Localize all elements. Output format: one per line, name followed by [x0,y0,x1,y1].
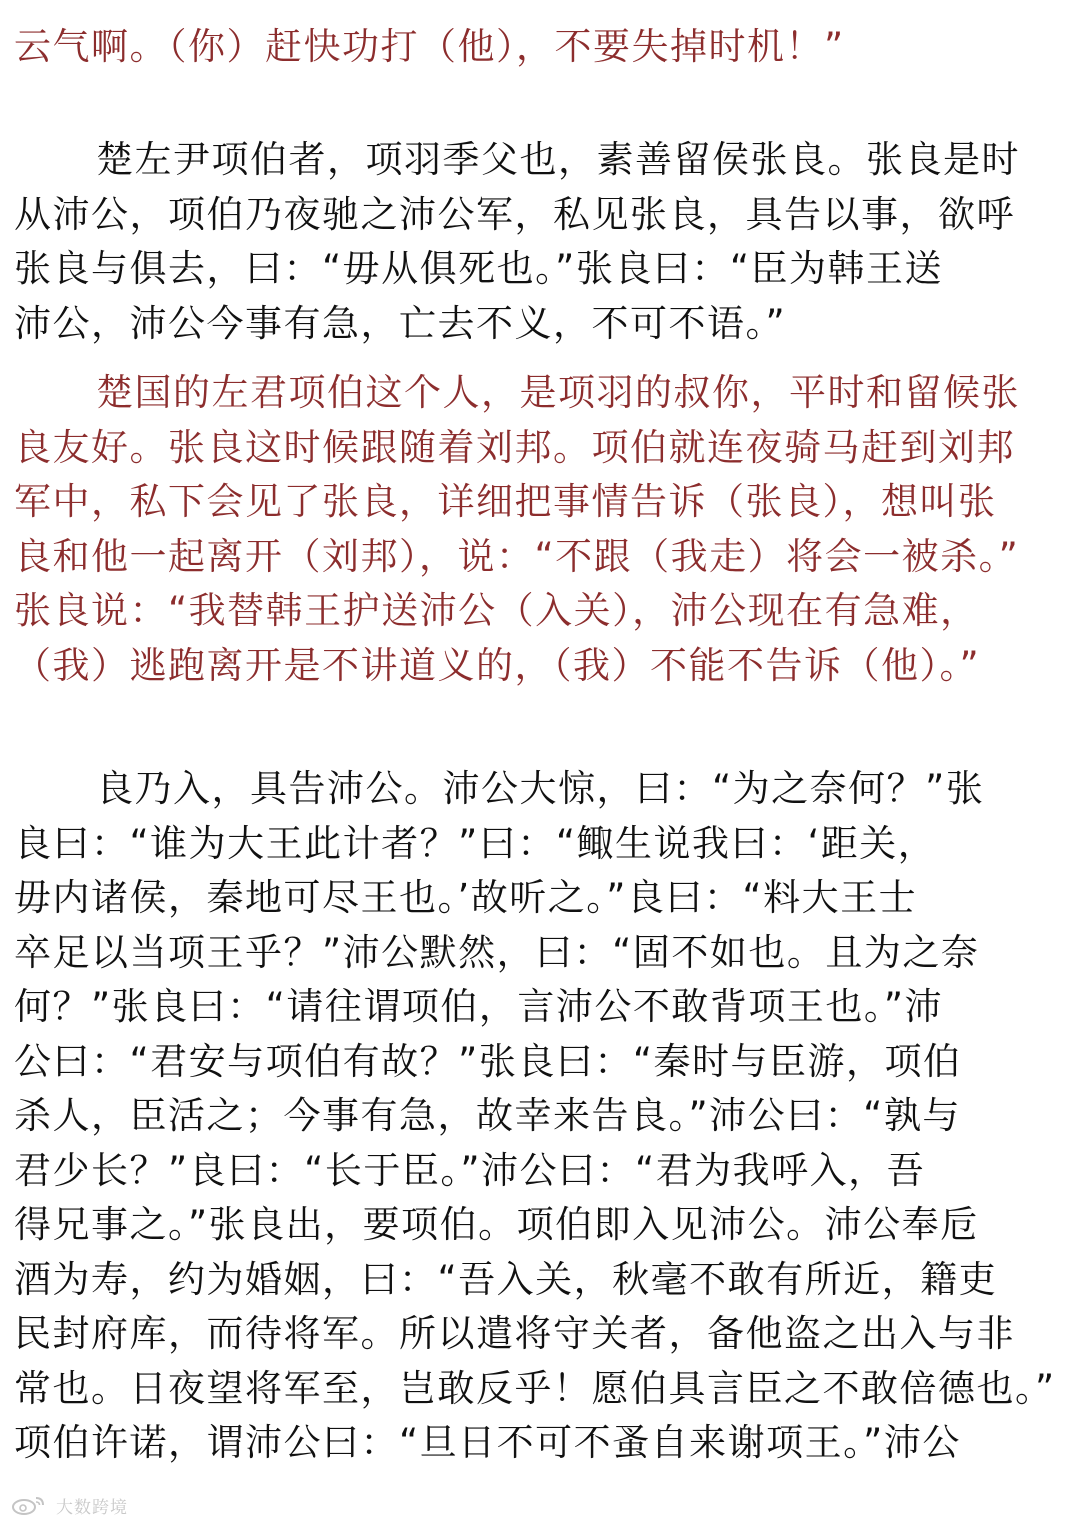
text-line: 楚国的左君项伯这个人，是项羽的叔你，平时和留候张 [96,371,1020,414]
translation-paragraph-2 [0,366,1080,693]
text-line: 良乃入，具告沛公。沛公大惊，曰：“为之奈何？”张 [96,767,985,810]
watermark-text: 大数跨境 [56,1497,128,1518]
watermark [10,1490,128,1520]
text-line: 张良与俱去，曰：“毋从俱死也。”张良曰：“臣为韩王送 [14,247,944,290]
text-line: 公曰：“君安与项伯有故？”张良曰：“秦时与臣游，项伯 [14,1039,962,1083]
original-paragraph-1 [0,133,1080,351]
text-line: 军中，私下会见了张良，详细把事情告诉（张良），想叫张 [14,480,997,523]
text-line: 常也。日夜望将军至，岂敢反乎！愿伯具言臣之不敢倍德也。” [14,1366,1056,1410]
text-line: 项伯许诺，谓沛公曰：“旦日不可不蚤自来谢项王。”沛公 [14,1421,961,1464]
text-line: 得兄事之。”张良出，要项伯。项伯即入见沛公。沛公奉卮 [14,1203,979,1246]
text-line: 卒足以当项王乎？”沛公默然，曰：“固不如也。且为之奈 [14,930,980,974]
text-line: 杀人，臣活之；今事有急，故幸来告良。”沛公曰：“孰与 [14,1094,961,1137]
text-line: （我）逃跑离开是不讲道义的，（我）不能不告诉（他）。” [14,643,981,687]
weibo-logo-icon [10,1494,50,1516]
text-line: 良友好。张良这时候跟随着刘邦。项伯就连夜骑马赶到刘邦 [14,425,1015,469]
text-line: 沛公，沛公今事有急，亡去不义，不可不语。” [14,301,787,345]
text-line: 民封府库，而待将军。所以遣将守关者，备他盗之出入与非 [14,1312,1015,1355]
text-line: 良曰：“谁为大王此计者？”曰：“鲰生说我曰：‘距关， [14,821,937,865]
translation-paragraph-1 [0,20,1080,75]
text-line: 云气啊。（你）赶快功打（他），不要失掉时机！” [14,25,845,68]
text-line: 毋内诸侯，秦地可尽王也。’故听之。”良曰：“料大王士 [14,876,918,919]
text-line: 何？”张良曰：“请往谓项伯，言沛公不敢背项王也。”沛 [14,985,944,1028]
text-line: 从沛公，项伯乃夜驰之沛公军，私见张良，具告以事，欲呼 [14,192,1015,236]
text-line: 楚左尹项伯者，项羽季父也，素善留侯张良。张良是时 [96,138,1020,181]
text-line: 君少长？”良曰：“长于臣。”沛公曰：“君为我呼入，吾 [14,1148,926,1192]
text-line: 张良说：“我替韩王护送沛公（入关），沛公现在有急难， [14,589,979,632]
text-line: 良和他一起离开（刘邦），说：“不跟（我走）将会一被杀。” [14,534,1020,578]
original-paragraph-2 [0,762,1080,1471]
text-line: 酒为寿，约为婚姻，曰：“吾入关，秋毫不敢有所近，籍吏 [14,1257,998,1301]
